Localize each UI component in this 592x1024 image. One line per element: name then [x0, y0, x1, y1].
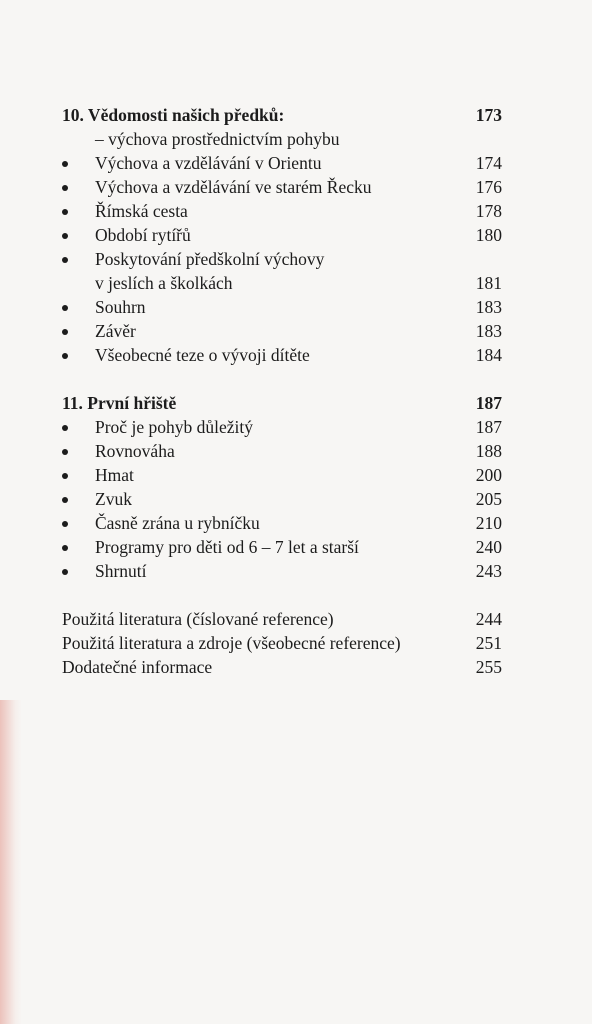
toc-entry[interactable]: [62, 175, 502, 199]
toc-entry-label: Shrnutí: [95, 561, 147, 581]
toc-entry-page: 210: [475, 513, 502, 533]
bullet-icon: [62, 545, 68, 551]
toc-entry-page: 240: [475, 537, 502, 557]
toc-entry-page: 174: [475, 153, 502, 173]
toc-entry-continuation[interactable]: [62, 271, 502, 295]
toc-entry-page: 184: [475, 345, 502, 365]
toc-entry-page: 205: [475, 489, 502, 509]
toc-entry[interactable]: [62, 199, 502, 223]
chapter-11-heading[interactable]: [62, 391, 502, 415]
toc-entry[interactable]: [62, 487, 502, 511]
table-of-contents: [62, 103, 502, 679]
toc-entry-label: Všeobecné teze o vývoji dítěte: [95, 345, 310, 365]
chapter-page: 173: [475, 105, 502, 125]
toc-entry-label: Rovnováha: [95, 441, 175, 461]
reference-page: 251: [475, 633, 502, 653]
toc-entry-label: Období rytířů: [95, 225, 191, 245]
toc-entry-page: 181: [475, 273, 502, 293]
bullet-icon: [62, 449, 68, 455]
reference-entry[interactable]: [62, 631, 502, 655]
chapter-10-subtitle: [62, 127, 502, 151]
toc-entry-page: 183: [475, 297, 502, 317]
chapter-page: 187: [475, 393, 502, 413]
toc-entry-label: Poskytování předškolní výchovy: [95, 249, 325, 269]
toc-entry-label: Zvuk: [95, 489, 132, 509]
bullet-icon: [62, 497, 68, 503]
toc-entry[interactable]: [62, 247, 502, 271]
toc-entry[interactable]: [62, 511, 502, 535]
section-spacer: [62, 583, 502, 607]
bullet-icon: [62, 305, 68, 311]
toc-entry-page: 243: [475, 561, 502, 581]
toc-entry-label: Výchova a vzdělávání v Orientu: [95, 153, 322, 173]
bullet-icon: [62, 569, 68, 575]
toc-entry[interactable]: [62, 559, 502, 583]
chapter-subtitle: – výchova prostřednictvím pohybu: [95, 129, 340, 149]
bullet-icon: [62, 521, 68, 527]
reference-label: Dodatečné informace: [62, 657, 213, 677]
toc-entry-label: Závěr: [95, 321, 136, 341]
toc-entry[interactable]: [62, 343, 502, 367]
toc-entry-label: Programy pro děti od 6 – 7 let a starší: [95, 537, 359, 557]
bullet-icon: [62, 425, 68, 431]
page-edge-tint: [0, 700, 22, 1024]
chapter-title: 10. Vědomosti našich předků:: [62, 105, 285, 125]
toc-entry[interactable]: [62, 223, 502, 247]
toc-entry[interactable]: [62, 319, 502, 343]
toc-entry-page: 178: [475, 201, 502, 221]
toc-entry[interactable]: [62, 151, 502, 175]
toc-entry-page: 187: [475, 417, 502, 437]
chapter-10-heading[interactable]: [62, 103, 502, 127]
toc-entry-label: Římská cesta: [95, 201, 188, 221]
reference-page: 244: [475, 609, 502, 629]
bullet-icon: [62, 161, 68, 167]
toc-entry[interactable]: [62, 439, 502, 463]
section-spacer: [62, 367, 502, 391]
toc-entry[interactable]: [62, 535, 502, 559]
bullet-icon: [62, 233, 68, 239]
toc-entry[interactable]: [62, 295, 502, 319]
toc-entry-label: Proč je pohyb důležitý: [95, 417, 253, 437]
bullet-icon: [62, 353, 68, 359]
reference-label: Použitá literatura a zdroje (všeobecné reference): [62, 633, 401, 653]
chapter-title: 11. První hřiště: [62, 393, 177, 413]
reference-label: Použitá literatura (číslované reference): [62, 609, 334, 629]
toc-entry-page: 176: [475, 177, 502, 197]
reference-entry[interactable]: [62, 607, 502, 631]
toc-entry-label: Hmat: [95, 465, 134, 485]
toc-entry-label: Souhrn: [95, 297, 146, 317]
toc-entry[interactable]: [62, 415, 502, 439]
bullet-icon: [62, 329, 68, 335]
toc-entry-label: Časně zrána u rybníčku: [95, 513, 260, 533]
bullet-icon: [62, 209, 68, 215]
reference-page: 255: [475, 657, 502, 677]
bullet-icon: [62, 257, 68, 263]
bullet-icon: [62, 473, 68, 479]
bullet-icon: [62, 185, 68, 191]
toc-entry[interactable]: [62, 463, 502, 487]
toc-entry-page: 183: [475, 321, 502, 341]
toc-entry-label-continued: v jeslích a školkách: [95, 273, 233, 293]
toc-entry-page: 200: [475, 465, 502, 485]
reference-entry[interactable]: [62, 655, 502, 679]
toc-entry-page: 180: [475, 225, 502, 245]
toc-entry-page: 188: [475, 441, 502, 461]
toc-entry-label: Výchova a vzdělávání ve starém Řecku: [95, 177, 372, 197]
